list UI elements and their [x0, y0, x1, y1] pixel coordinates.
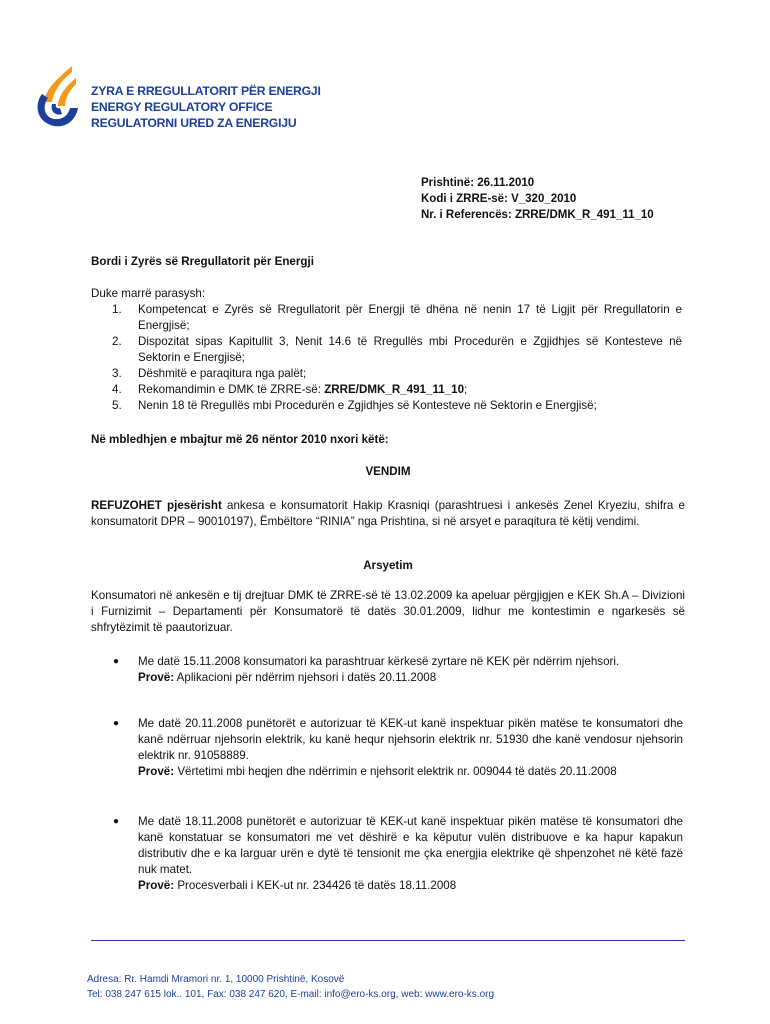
- considerations-list: [112, 302, 682, 414]
- org-name-serbian: REGULATORNI URED ZA ENERGIJU: [91, 116, 297, 130]
- decision-heading: VENDIM: [365, 465, 411, 478]
- org-name-english: ENERGY REGULATORY OFFICE: [91, 100, 273, 114]
- footer-contact: Tel: 038 247 615 lok.. 101, Fax: 038 247 620, E-mail: info@ero-ks.org, web: www.ero-ks.org: [87, 989, 495, 1000]
- organization-name: [91, 83, 321, 131]
- reference-number: Nr. i Referencës: ZRRE/DMK_R_491_11_10: [421, 209, 654, 221]
- list-item: ● Me datë 18.11.2008 punëtorët e autorizuar të KEK-ut kanë inspektuar pikën matëse të konsumatori dhe kanë konstatuar se konsumatori me vet dëshirë e ka këputur vulën distribuove e ka hapur kapakun distributiv dhe e ka larguar urën e dytë të tensionit me çka energjia elektrike që shpenzohet në këtë fazë nuk matet. Provë: Procesverbali i KEK-ut nr. 234426 të datës 18.11.2008: [113, 815, 683, 892]
- footer-address: Adresa: Rr. Hamdi Mramori nr. 1, 10000 Prishtinë, Kosovë: [87, 974, 345, 985]
- reference-code: ZRRE/DMK_R_491_11_10: [324, 383, 465, 396]
- document-meta: [421, 175, 654, 223]
- place-date: Prishtinë: 26.11.2010: [421, 177, 535, 189]
- list-item: 1. Kompetencat e Zyrës së Rregullatorit për Energji të dhëna në nenin 17 të Ligjit për Rregullatorin e Energjisë;: [112, 303, 682, 332]
- board-title: Bordi i Zyrës së Rregullatorit për Energji: [91, 255, 314, 268]
- list-item: ● Me datë 15.11.2008 konsumatori ka parashtruar kërkesë zyrtare në KEK për ndërrim njehsori. Provë: Aplikacioni për ndërrim njehsori i datës 20.11.2008: [113, 655, 620, 684]
- bullet-icon: ●: [113, 718, 120, 729]
- footer: [87, 972, 687, 1002]
- reasoning-intro: Konsumatori në ankesën e tij drejtuar DMK të ZRRE-së të 13.02.2009 ka apeluar përgjigjen e KEK Sh.A – Divizioni i Furnizimit – Departamenti për Konsumatorë të datës 30.01.2009, lidhur me kontestimin e ngarkesës së shfrytëzimit të paautorizuar.: [91, 589, 685, 634]
- list-item: 4. Rekomandimin e DMK të ZRRE-së: ZRRE/DMK_R_491_11_10;: [112, 383, 468, 396]
- decision-text: REFUZOHET pjesërisht ankesa e konsumatorit Hakip Krasniqi (parashtruesi i ankesës Zenel Kryeziu, shifra e konsumatorit DPR – 90010197), Ëmbëltore “RINIA” nga Prishtina, si në arsyet e paraqitura të këtij vendimi.: [91, 499, 686, 528]
- ero-logo-icon: [32, 64, 80, 128]
- meeting-statement: Në mbledhjen e mbajtur më 26 nëntor 2010 nxori këtë:: [91, 433, 389, 446]
- list-item: 2. Dispozitat sipas Kapitullit 3, Nenit 14.6 të Rregullës mbi Procedurën e Zgjidhjes së Kontesteve në Sektorin e Energjisë;: [112, 335, 682, 364]
- list-item: 5. Nenin 18 të Rregullës mbi Procedurën e Zgjidhjes së Kontesteve në Sektorin e Energjisë;: [112, 399, 597, 412]
- list-item: ● Me datë 20.11.2008 punëtorët e autorizuar të KEK-ut kanë inspektuar pikën matëse te konsumatori dhe kanë ndërruar njehsorin elektrik, ku kanë hequr njehsorin elektrik nr. 51930 dhe kanë vendosur njehsorin elektrik nr. 91058889. Provë: Vërtetimi mbi heqjen dhe ndërrimin e njehsorit elektrik nr. 009044 të datës 20.11.2008: [113, 717, 683, 778]
- reasoning-heading: Arsyetim: [363, 559, 413, 572]
- list-item: 3. Dëshmitë e paraqitura nga palët;: [112, 367, 307, 380]
- bullet-icon: ●: [113, 816, 120, 827]
- footer-divider: [91, 940, 685, 941]
- considering-label: Duke marrë parasysh:: [91, 287, 206, 300]
- document-code: Kodi i ZRRE-së: V_320_2010: [421, 193, 577, 205]
- org-name-albanian: ZYRA E RREGULLATORIT PËR ENERGJI: [91, 84, 321, 98]
- bullet-icon: ●: [113, 656, 120, 667]
